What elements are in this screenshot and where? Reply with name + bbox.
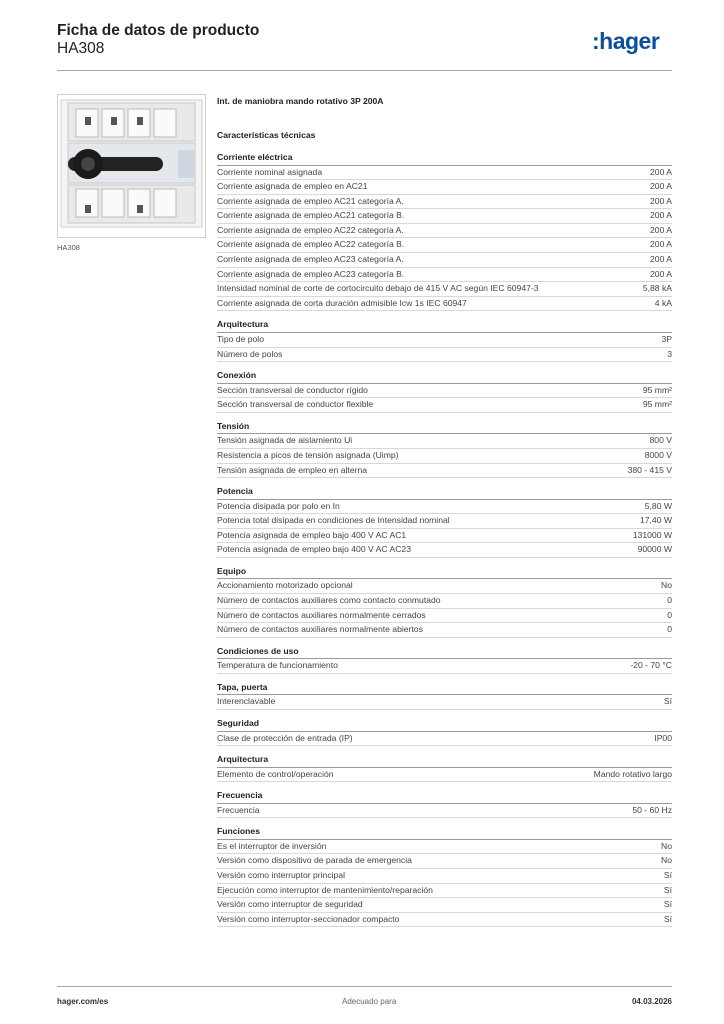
spec-value: 380 - 415 V <box>627 464 672 475</box>
spec-label: Es el interruptor de inversión <box>217 840 327 851</box>
spec-value: 0 <box>667 609 672 620</box>
spec-label: Sección transversal de conductor rígido <box>217 384 368 395</box>
spec-label: Accionamiento motorizado opcional <box>217 580 353 591</box>
spec-value: No <box>661 580 672 591</box>
spec-label: Corriente asignada de empleo AC21 categoría A. <box>217 195 404 206</box>
spec-value: 200 A <box>650 195 672 206</box>
switch-illustration <box>58 95 205 237</box>
spec-row <box>217 514 672 529</box>
spec-row <box>217 297 672 312</box>
section-body <box>217 695 672 710</box>
section-body <box>217 840 672 928</box>
spec-value: Sí <box>663 899 672 910</box>
section-title: Frecuencia <box>217 790 672 804</box>
spec-label: Corriente asignada de empleo AC23 categoría A. <box>217 254 404 265</box>
spec-value: Sí <box>663 884 672 895</box>
product-image <box>57 94 206 238</box>
section-title: Tapa, puerta <box>217 682 672 696</box>
spec-value: Sí <box>663 870 672 880</box>
spec-label: Resistencia a picos de tensión asignada (Uimp) <box>217 449 399 460</box>
spec-label: Sección transversal de conductor flexible <box>217 399 374 410</box>
spec-label: Corriente asignada de empleo AC23 categoría B. <box>217 268 405 279</box>
section-title: Conexión <box>217 370 672 384</box>
spec-value: 200 A <box>650 210 672 221</box>
section-body <box>217 768 672 783</box>
spec-value: 0 <box>667 595 672 606</box>
spec-value: 4 kA <box>654 297 672 308</box>
spec-label: Interenclavable <box>217 696 276 707</box>
spec-content <box>217 96 672 935</box>
section-title: Funciones <box>217 826 672 840</box>
spec-value: 90000 W <box>637 544 672 555</box>
spec-value: 95 mm² <box>642 384 672 395</box>
spec-label: Versión como interruptor de seguridad <box>217 899 363 910</box>
spec-row <box>217 398 672 413</box>
spec-value: IP00 <box>654 732 672 743</box>
section-title: Condiciones de uso <box>217 646 672 660</box>
product-code: HA308 <box>57 40 105 57</box>
spec-label: Corriente asignada de empleo AC21 categoría B. <box>217 210 405 221</box>
section-title: Arquitectura <box>217 754 672 768</box>
spec-row <box>217 623 672 638</box>
spec-label: Tensión asignada de aislamiento Ui <box>217 435 353 446</box>
footer-divider <box>57 986 672 987</box>
spec-label: Versión como dispositivo de parada de emergencia <box>217 855 412 866</box>
spec-label: Tipo de polo <box>217 333 264 344</box>
spec-value: 50 - 60 Hz <box>632 804 672 815</box>
section-title: Seguridad <box>217 718 672 732</box>
spec-label: Potencia total disipada en condiciones de Intensidad nominal <box>217 515 450 526</box>
spec-label: Versión como interruptor principal <box>217 870 346 880</box>
spec-value: 5,88 kA <box>642 283 672 294</box>
spec-row <box>217 898 672 913</box>
spec-value: 95 mm² <box>642 399 672 410</box>
section-body <box>217 732 672 747</box>
footer-date: 04.03.2026 <box>631 997 672 1006</box>
spec-row <box>217 869 672 884</box>
spec-row <box>217 333 672 348</box>
spec-label: Corriente asignada de corta duración admisible Icw 1s IEC 60947 <box>217 297 467 308</box>
spec-value: 3 <box>667 348 672 359</box>
spec-value: 800 V <box>649 435 672 446</box>
spec-value: 200 A <box>650 224 672 235</box>
spec-row <box>217 500 672 515</box>
spec-label: Número de contactos auxiliares como contacto conmutado <box>217 595 441 606</box>
spec-row <box>217 529 672 544</box>
spec-value: 200 A <box>650 166 672 177</box>
section-title: Arquitectura <box>217 319 672 333</box>
spec-sections <box>217 152 672 927</box>
spec-label: Corriente asignada de empleo en AC21 <box>217 181 368 192</box>
spec-value: -20 - 70 °C <box>630 660 672 671</box>
spec-label: Versión como interruptor-seccionador compacto <box>217 913 400 924</box>
spec-label: Corriente asignada de empleo AC22 categoría A. <box>217 224 404 235</box>
spec-value: Sí <box>663 696 672 707</box>
spec-value: Sí <box>663 913 672 924</box>
spec-row <box>217 543 672 558</box>
spec-row <box>217 884 672 899</box>
spec-row <box>217 768 672 783</box>
section-body <box>217 659 672 674</box>
footer-suitability: Adecuado para <box>342 997 397 1006</box>
spec-label: Número de contactos auxiliares normalmente cerrados <box>217 609 426 620</box>
spec-row <box>217 282 672 297</box>
spec-label: Intensidad nominal de corte de cortocircuito debajo de 415 V AC según IEC 60947-3 <box>217 283 539 294</box>
footer-website-link[interactable]: hager.com/es <box>57 997 109 1006</box>
spec-value: 5,80 W <box>644 500 672 511</box>
section-body <box>217 166 672 312</box>
spec-label: Número de polos <box>217 348 283 359</box>
section-body <box>217 579 672 637</box>
section-title: Corriente eléctrica <box>217 152 672 166</box>
technical-characteristics-heading: Características técnicas <box>217 130 316 140</box>
spec-label: Potencia disipada por polo en In <box>217 500 340 511</box>
spec-value: No <box>661 855 672 866</box>
spec-value: No <box>661 840 672 851</box>
spec-value: 17,40 W <box>639 515 672 526</box>
spec-label: Clase de protección de entrada (IP) <box>217 732 353 743</box>
hager-logo: :hager <box>592 28 660 54</box>
section-body <box>217 384 672 413</box>
spec-value: 3P <box>661 333 672 344</box>
spec-value: 200 A <box>650 268 672 279</box>
spec-label: Número de contactos auxiliares normalmente abiertos <box>217 624 423 635</box>
spec-label: Tensión asignada de empleo en alterna <box>217 464 368 475</box>
spec-row <box>217 384 672 399</box>
section-body <box>217 333 672 362</box>
spec-row <box>217 594 672 609</box>
spec-value: Mando rotativo largo <box>593 768 672 779</box>
spec-label: Corriente asignada de empleo AC22 categoría B. <box>217 239 405 250</box>
spec-row <box>217 913 672 928</box>
spec-value: 0 <box>667 624 672 635</box>
section-body <box>217 804 672 819</box>
image-caption: HA308 <box>57 243 80 252</box>
spec-row <box>217 840 672 855</box>
spec-label: Potencia asignada de empleo bajo 400 V AC AC1 <box>217 529 407 540</box>
spec-row <box>217 195 672 210</box>
spec-row <box>217 579 672 594</box>
spec-value: 200 A <box>650 254 672 265</box>
section-title: Tensión <box>217 421 672 435</box>
spec-row <box>217 268 672 283</box>
spec-value: 200 A <box>650 181 672 192</box>
spec-row <box>217 238 672 253</box>
spec-label: Potencia asignada de empleo bajo 400 V AC AC23 <box>217 544 411 555</box>
spec-row <box>217 804 672 819</box>
spec-row <box>217 732 672 747</box>
page-title: Ficha de datos de producto <box>57 22 260 39</box>
spec-label: Temperatura de funcionamiento <box>217 660 338 671</box>
spec-value: 8000 V <box>644 449 672 460</box>
spec-value: 131000 W <box>632 529 672 540</box>
spec-row <box>217 253 672 268</box>
section-title: Equipo <box>217 566 672 580</box>
spec-label: Corriente nominal asignada <box>217 166 323 177</box>
spec-row <box>217 209 672 224</box>
product-description: Int. de maniobra mando rotativo 3P 200A <box>217 96 384 106</box>
spec-row <box>217 434 672 449</box>
spec-row <box>217 166 672 181</box>
spec-label: Elemento de control/operación <box>217 768 334 779</box>
spec-row <box>217 464 672 479</box>
spec-label: Frecuencia <box>217 804 260 815</box>
section-title: Potencia <box>217 486 672 500</box>
header-divider <box>57 70 672 71</box>
section-body <box>217 500 672 558</box>
spec-value: 200 A <box>650 239 672 250</box>
spec-row <box>217 449 672 464</box>
spec-label: Ejecución como interruptor de mantenimiento/reparación <box>217 884 433 895</box>
spec-row <box>217 695 672 710</box>
spec-row <box>217 609 672 624</box>
spec-row <box>217 348 672 363</box>
spec-row <box>217 224 672 239</box>
spec-row <box>217 180 672 195</box>
spec-row <box>217 854 672 869</box>
spec-row <box>217 659 672 674</box>
section-body <box>217 434 672 478</box>
